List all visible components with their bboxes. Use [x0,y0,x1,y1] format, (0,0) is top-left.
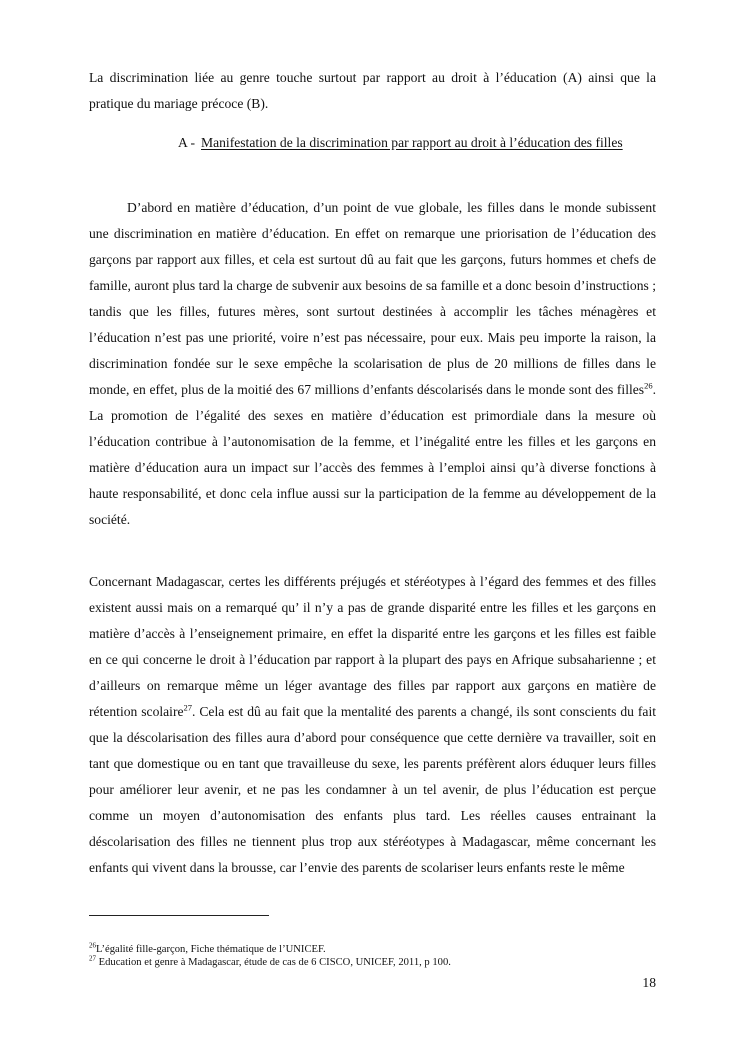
paragraph-text-continued: . La promotion de l’égalité des sexes en matière d’éducation est primordiale dans la mesure où l’éducation contribue à l’autonomisation de la femme, et l’inégalité entre les filles et les garçons en matière d’éducation aura un impact sur l’accès des femmes à l’emploi ainsi qu’à diverse fonctions à haute responsabilité, et donc cela influe aussi sur la participation de la femme au développement de la société. [89,382,656,527]
intro-paragraph: La discrimination liée au genre touche surtout par rapport au droit à l’éducation (A) ainsi que la pratique du mariage précoce (B). [89,70,656,111]
heading-title: Manifestation de la discrimination par rapport au droit à l’éducation des filles [201,135,623,150]
footnote-text: L’égalité fille-garçon, Fiche thématique de l’UNICEF. [96,944,326,955]
footnote-number: 26 [89,941,96,950]
footnote-number: 27 [89,954,96,963]
paragraph-text: Concernant Madagascar, certes les différents préjugés et stéréotypes à l’égard des femmes et des filles existent aussi mais on a remarqué qu’ il n’y a pas de grande disparité entre les filles et les garçons en matière d’accès à l’enseignement primaire, en effet la disparité entre les garçons et les filles est faible en ce qui concerne le droit à l’éducation par rapport à la plupart des pays en Afrique subsaharienne ; et d’ailleurs on remarque même un léger avantage des filles par rapport aux garçons en matière de rétention scolaire [89,574,656,719]
section-heading [178,130,656,156]
footnote-text: Education et genre à Madagascar, étude de cas de 6 CISCO, UNICEF, 2011, p 100. [96,957,451,968]
footnote-ref-26[interactable]: 26 [644,380,653,391]
page-number: 18 [642,975,656,990]
footnote-separator [89,915,269,916]
body-paragraph-1 [89,195,656,533]
heading-label: A - [178,135,195,150]
footnote-26 [89,941,649,956]
paragraph-text-continued: . Cela est dû au fait que la mentalité des parents a changé, ils sont conscients du fait que la déscolarisation des filles aura d’abord pour conséquence que cette dernière va travailler, soit en tant que domestique ou en tant que travailleuse du sexe, les parents préfèrent alors éduquer leurs filles pour améliorer leur avenir, et ne pas les condamner à un tel avenir, de plus l’éducation est perçue comme un moyen d’autonomisation des enfants plus tard. Les réelles causes entrainant la déscolarisation des filles ne tiennent plus trop aux stéréotypes à Madagascar, même concernant les enfants qui vivent dans la brousse, car l’envie des parents de scolariser leurs enfants reste le même [89,704,657,875]
footnote-ref-27[interactable]: 27 [183,702,193,713]
footnote-27 [89,954,649,969]
paragraph-text: D’abord en matière d’éducation, d’un point de vue globale, les filles dans le monde subissent une discrimination en matière d’éducation. En effet on remarque une priorisation de l’éducation des garçons par rapport aux filles, et cela est surtout dû au fait que les garçons, futurs hommes et chefs de famille, auront plus tard la charge de subvenir aux besoins de sa famille et a donc besoin d’instructions ; tandis que les filles, futures mères, sont surtout destinées à accomplir les tâches ménagères et l’éducation n’est pas une priorité, voire n’est pas nécessaire, pour eux. Mais peu importe la raison, la discrimination fondée sur le sexe empêche la scolarisation de plus de 20 millions de filles dans le monde, en effet, plus de la moitié des 67 millions d’enfants déscolarisés dans le monde sont des filles [89,200,656,397]
body-paragraph-2 [89,569,656,881]
